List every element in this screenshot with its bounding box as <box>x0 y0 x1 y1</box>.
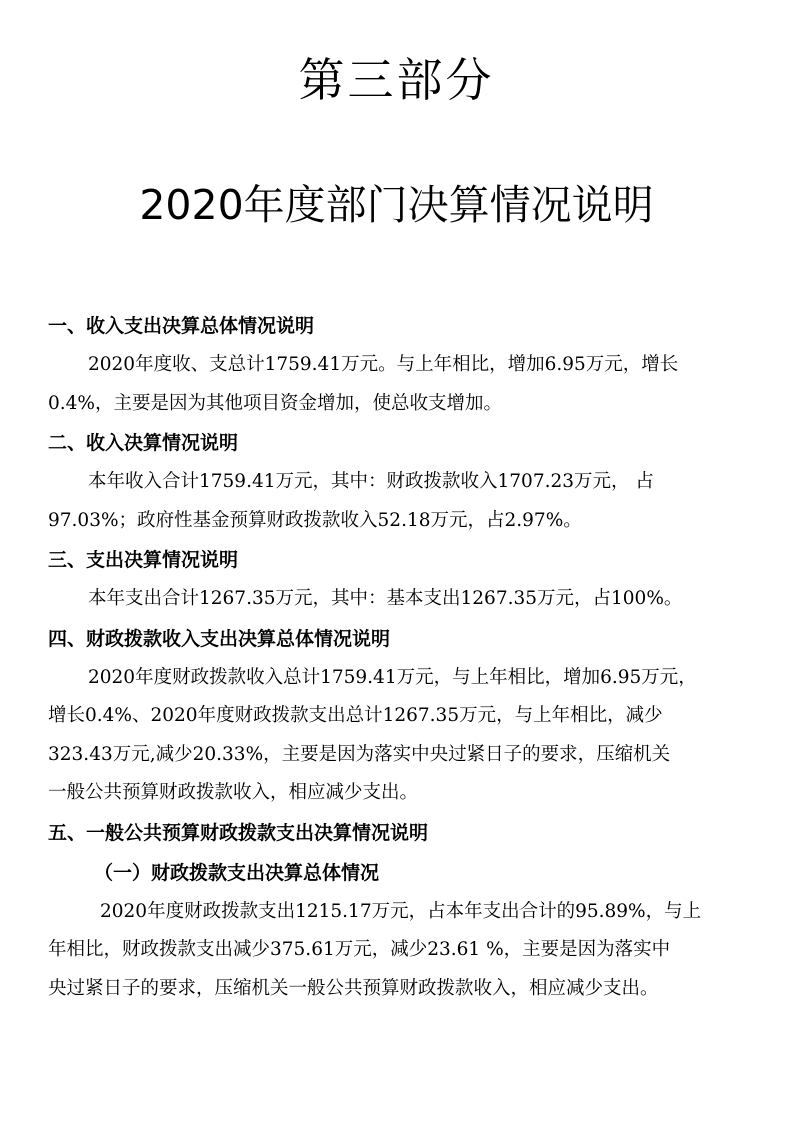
paragraph-line: 一般公共预算财政拨款收入，相应减少支出。 <box>48 782 419 803</box>
section-heading-3: 三、支出决算情况说明 <box>48 549 239 571</box>
paragraph-line: 央过紧日子的要求，压缩机关一般公共预算财政拨款收入，相应减少支出。 <box>48 977 659 999</box>
section-paragraph-3 <box>48 580 748 619</box>
section-heading-4: 四、财政拨款收入支出决算总体情况说明 <box>48 627 391 650</box>
paragraph-line: 2020年度财政拨款收入总计1759.41万元，与上年相比，增加6.95万元， <box>88 666 697 688</box>
paragraph-line: 323.43万元,减少20.33%，主要是因为落实中央过紧日子的要求，压缩机关 <box>48 743 671 765</box>
part-title: 第三部分 <box>298 53 495 107</box>
paragraph-line: 年相比，财政拨款支出减少375.61万元，减少23.61 %，主要是因为落实中 <box>48 939 671 960</box>
paragraph-line: 本年收入合计1759.41万元，其中：财政拨款收入1707.23万元， 占 <box>88 471 654 492</box>
section-paragraph-1 <box>48 346 748 423</box>
section-subheading-5-1: （一）财政拨款支出决算总体情况 <box>94 861 380 884</box>
section-heading-2: 二、收入决算情况说明 <box>48 432 239 454</box>
section-heading-1: 一、收入支出决算总体情况说明 <box>48 315 315 337</box>
section-heading-5: 五、一般公共预算财政拨款支出决算情况说明 <box>48 821 429 844</box>
section-paragraph-2 <box>48 463 748 540</box>
page-title: 2020年度部门决算情况说明 <box>139 181 654 229</box>
paragraph-line: 2020年度收、支总计1759.41万元。与上年相比，增加6.95万元，增长 <box>88 354 679 375</box>
paragraph-line: 2020年度财政拨款支出1215.17万元，占本年支出合计的95.89%，与上 <box>100 900 702 922</box>
paragraph-line: 本年支出合计1267.35万元，其中：基本支出1267.35万元，占100%。 <box>88 588 683 609</box>
paragraph-line: 增长0.4%、2020年度财政拨款支出总计1267.35万元，与上年相比，减少 <box>48 705 663 726</box>
document-body <box>48 306 748 1008</box>
section-paragraph-4 <box>48 659 748 813</box>
paragraph-line: 97.03%；政府性基金预算财政拨款收入52.18万元，占2.97%。 <box>48 509 582 531</box>
paragraph-line: 0.4%，主要是因为其他项目资金增加，使总收支增加。 <box>48 392 503 414</box>
section-paragraph-5 <box>48 893 748 1009</box>
